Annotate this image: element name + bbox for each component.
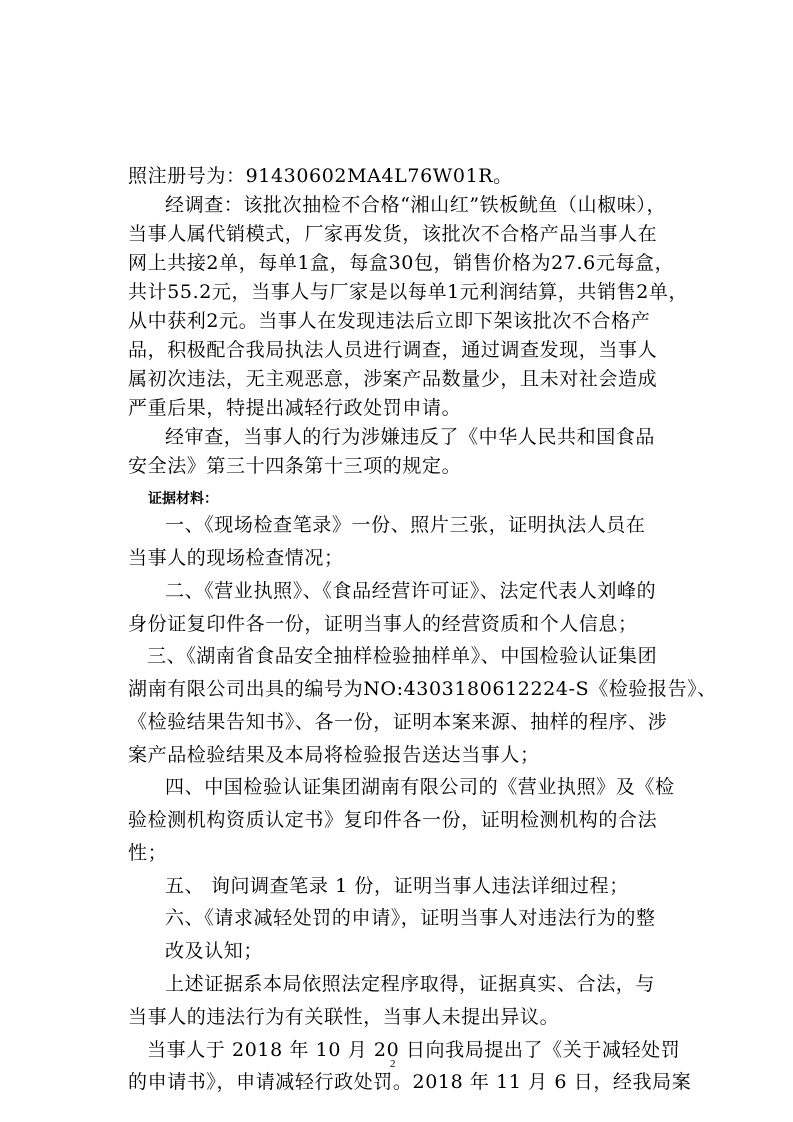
text-line: 案产品检验结果及本局将检验报告送达当事人； (128, 744, 540, 766)
text-line: 严重后果，特提出减轻行政处罚申请。 (128, 397, 462, 419)
evidence-heading: 证据材料： (148, 491, 218, 507)
text-line: 从中获利2元。当事人在发现违法后立即下架该批次不合格产 (128, 310, 651, 332)
text-line: 的申请书》，申请减轻行政处罚。2018 年 11 月 6 日，经我局案 (128, 1071, 692, 1093)
text-line: 《检验结果告知书》、各一份，证明本案来源、抽样的程序、涉 (128, 711, 668, 733)
text-line: 当事人属代销模式，厂家再发货，该批次不合格产品当事人在 (128, 223, 658, 245)
evidence-item-6: 六、《请求减轻处罚的申请》，证明当事人对违法行为的整 (165, 907, 656, 929)
text-line: 品，积极配合我局执法人员进行调查，通过调查发现，当事人 (128, 339, 658, 361)
text-line: 验检测机构资质认定书》复印件各一份，证明检测机构的合法 (128, 809, 658, 831)
text-line: 安全法》第三十四条第十三项的规定。 (128, 455, 462, 477)
text-line: 性； (128, 842, 168, 864)
page-number: 2 (390, 1058, 396, 1070)
paragraph-review-start: 经审查，当事人的行为涉嫌违反了《中华人民共和国食品 (165, 426, 656, 448)
evidence-item-1: 一、《现场检查笔录》一份、照片三张，证明执法人员在 (165, 514, 646, 536)
evidence-item-5: 五、 询问调查笔录 1 份，证明当事人违法详细过程； (165, 875, 629, 897)
paragraph-application: 当事人于 2018 年 10 月 20 日向我局提出了《关于减轻处罚 (147, 1039, 681, 1061)
text-line: 共计55.2元，当事人与厂家是以每单1元利润结算，共销售2单， (128, 281, 689, 303)
text-line: 湖南有限公司出具的编号为NO:4303180612224-S《检验报告》、 (128, 678, 717, 700)
text-line: 身份证复印件各一份，证明当事人的经营资质和个人信息； (128, 613, 638, 635)
text-line: 照注册号为：91430602MA4L76W01R。 (128, 165, 513, 187)
text-line: 网上共接2单，每单1盒，每盒30包，销售价格为27.6元每盒， (128, 252, 675, 274)
evidence-item-4: 四、中国检验认证集团湖南有限公司的《营业执照》及《检 (165, 776, 675, 798)
paragraph-investigation-start: 经调查：该批次抽检不合格“湘山红”铁板鱿鱼（山椒味）， (165, 194, 667, 216)
paragraph-evidence-summary: 上述证据系本局依照法定程序取得，证据真实、合法，与 (165, 973, 656, 995)
text-line: 改及认知； (165, 940, 264, 962)
evidence-item-2: 二、《营业执照》、《食品经营许可证》、法定代表人刘峰的 (165, 580, 657, 602)
evidence-item-3: 三、《湖南省食品安全抽样检验抽样单》、中国检验认证集团 (147, 645, 658, 667)
text-line: 当事人的违法行为有关联性，当事人未提出异议。 (128, 1006, 560, 1028)
text-line: 属初次违法，无主观恶意，涉案产品数量少，且未对社会造成 (128, 368, 658, 390)
text-line: 当事人的现场检查情况； (128, 547, 344, 569)
